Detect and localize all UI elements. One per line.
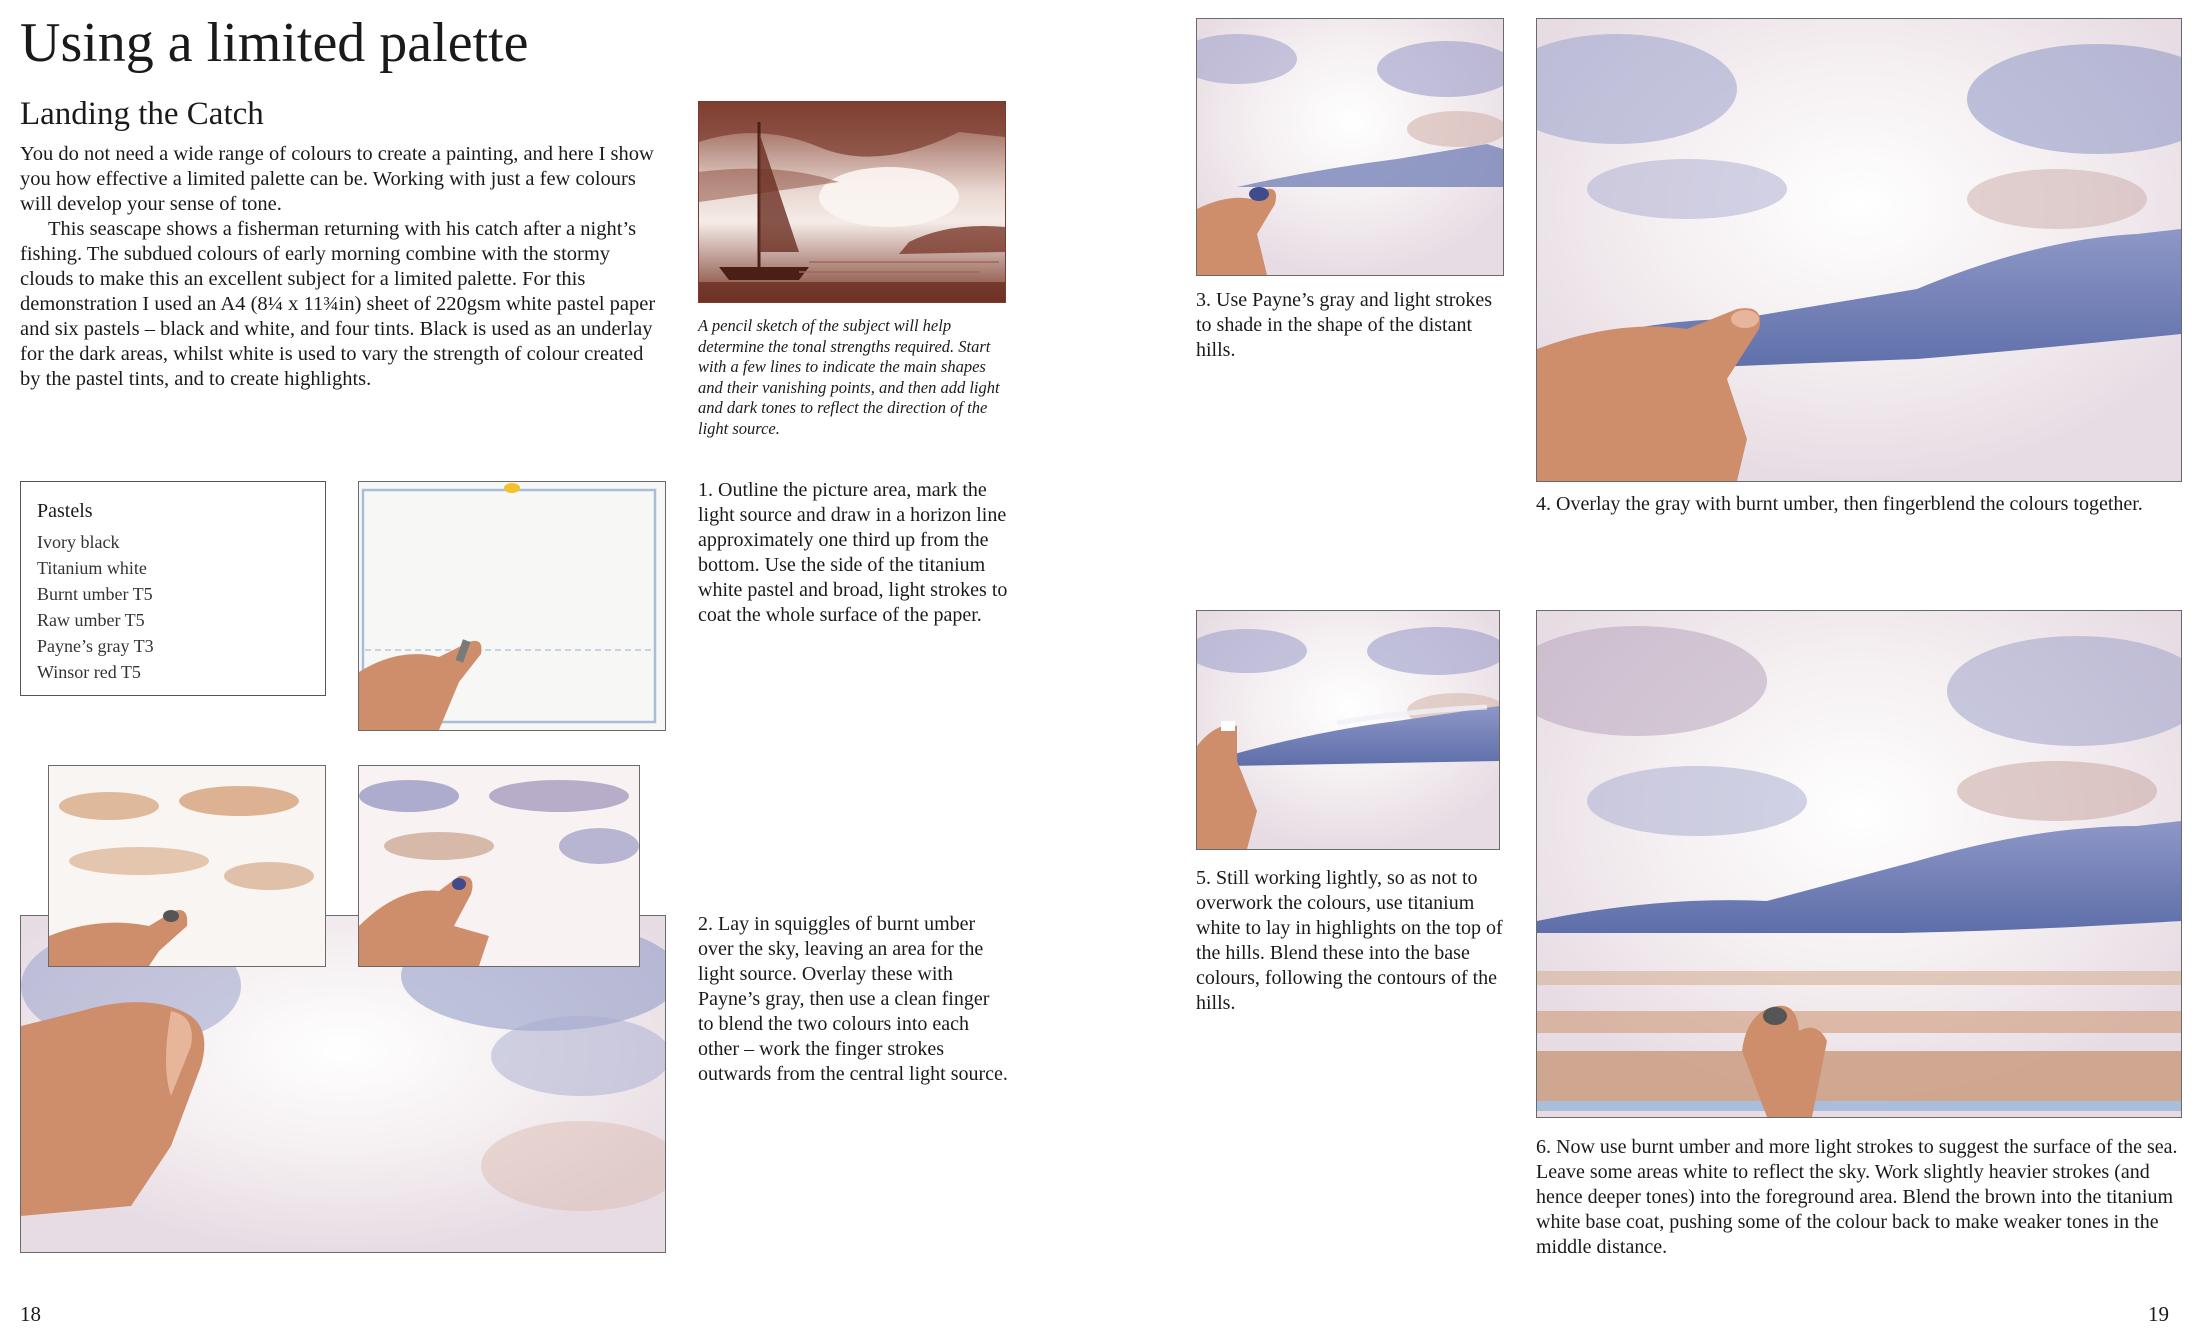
step1-text: 1. Outline the picture area, mark the light source and draw in a horizon line approximately one third up from the bottom. Use the side of the titanium white pastel and broad, light strokes to coat the whole surface of the paper. [698,479,1008,626]
pastel-item: Burnt umber T5 [37,584,153,604]
step3-text: 3. Use Payne’s gray and light strokes to shade in the shape of the distant hills. [1196,289,1493,361]
pastels-list-box [20,481,326,696]
page-number-right: 19 [2148,1302,2169,1326]
step2-small-photo-1 [48,765,326,967]
step5-photo [1196,610,1500,850]
step6-text: 6. Now use burnt umber and more light strokes to suggest the surface of the sea. Leave some areas white to reflect the sky. Work slightly heavier strokes (and hence deeper tones) into the foreground area. Blend the brown into the titanium white base coat, pushing some of the colour back to make weaker tones in the middle distance. [1536,1136,2178,1258]
step4-photo [1536,18,2182,482]
pastels-heading: Pastels [37,500,93,522]
pastel-item: Winsor red T5 [37,662,141,682]
pastel-item: Titanium white [37,558,147,578]
step4-text: 4. Overlay the gray with burnt umber, then fingerblend the colours together. [1536,493,2143,515]
pastel-item: Raw umber T5 [37,610,145,630]
pencil-sketch-image [698,101,1006,303]
pastel-item: Payne’s gray T3 [37,636,154,656]
intro-paragraph-2: This seascape shows a fisherman returning with his catch after a night’s fishing. The subdued colours of early morning combine with the stormy clouds to make this an excellent subject for a limited palette. For this demonstration I used an A4 (8¼ x 11¾in) sheet of 220gsm white pastel paper and six pastels – black and white, and four tints. Black is used as an underlay for the dark areas, whilst white is used to vary the strength of colour created by the pastel tints, and to create highlights. [20,218,656,390]
step3-photo [1196,18,1504,276]
page-title: Using a limited palette [20,12,529,74]
step6-photo [1536,610,2182,1118]
intro-text [20,142,666,392]
page-number-left: 18 [20,1302,41,1326]
sketch-caption: A pencil sketch of the subject will help determine the tonal strengths required. Start with a few lines to indicate the main shapes and their vanishing points, and then add light and dark tones to reflect the direction of the light source. [698,316,1000,438]
step2-small-photo-2 [358,765,640,967]
step5-text: 5. Still working lightly, so as not to overwork the colours, use titanium white to lay in highlights on the top of the hills. Blend these into the base colours, following the contours of the hills. [1196,867,1503,1014]
pastels-list [37,529,309,685]
step1-photo [358,481,666,731]
pastel-item: Ivory black [37,532,120,552]
intro-paragraph-1: You do not need a wide range of colours to create a painting, and here I show you how effective a limited palette can be. Working with just a few colours will develop your sense of tone. [20,143,654,215]
section-subtitle: Landing the Catch [20,96,264,132]
step2-text: 2. Lay in squiggles of burnt umber over the sky, leaving an area for the light source. Overlay these with Payne’s gray, then use a clean finger to blend the two colours into each other – work the finger strokes outwards from the central light source. [698,913,1008,1085]
